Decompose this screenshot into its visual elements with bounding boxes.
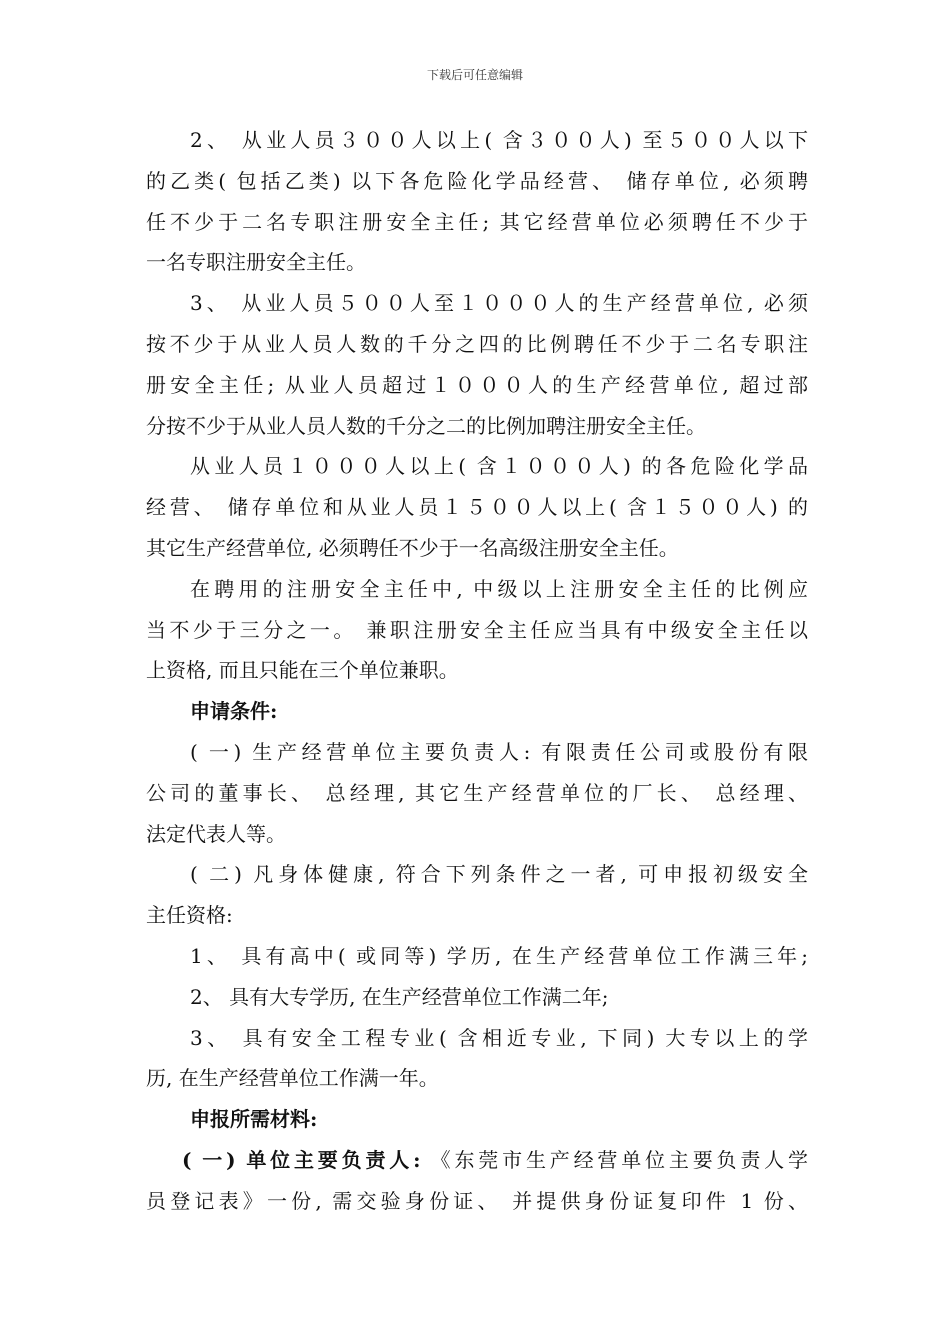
text-line: 册安全主任; 从业人员超过１０００人的生产经营单位, 超过部 xyxy=(146,372,808,397)
text-line: 3、 具有安全工程专业( 含相近专业, 下同) 大专以上的学 xyxy=(190,1025,808,1050)
text-line: 2、 从业人员３００人以上( 含３００人) 至５００人以下 xyxy=(190,128,808,152)
text-line: 经营、 储存单位和从业人员１５００人以上( 含１５００人) 的 xyxy=(146,495,808,520)
text-line: 2、 具有大专学历, 在生产经营单位工作满二年; xyxy=(190,984,609,1009)
text-line: 一名专职注册安全主任。 xyxy=(146,250,366,275)
text-line: 其它生产经营单位, 必须聘任不少于一名高级注册安全主任。 xyxy=(146,535,679,560)
text-line: ( 二) 凡身体健康, 符合下列条件之一者, 可申报初级安全 xyxy=(190,862,808,887)
text-line: 在聘用的注册安全主任中, 中级以上注册安全主任的比例应 xyxy=(190,576,808,601)
bold-heading: ( 一) 单位主要负责人: xyxy=(182,1147,421,1172)
text-line: 按不少于从业人员人数的千分之四的比例聘任不少于二名专职注 xyxy=(146,331,808,356)
text-line xyxy=(146,1140,808,1181)
text-line: 1、 具有高中( 或同等) 学历, 在生产经营单位工作满三年; xyxy=(190,943,808,968)
text-line: 法定代表人等。 xyxy=(146,821,286,846)
text-line: 当不少于三分之一。 兼职注册安全主任应当具有中级安全主任以 xyxy=(146,617,808,642)
line-text: 《东莞市生产经营单位主要负责人学 xyxy=(420,1147,808,1172)
text-line: 员登记表》一份, 需交验身份证、 并提供身份证复印件 1 份、 xyxy=(146,1188,808,1213)
document-body xyxy=(146,120,808,1222)
text-line: 分按不少于从业人员人数的千分之二的比例加聘注册安全主任。 xyxy=(146,413,706,438)
text-line: 上资格, 而且只能在三个单位兼职。 xyxy=(146,658,459,683)
text-line: 从业人员１０００人以上( 含１０００人) 的各危险化学品 xyxy=(190,454,808,479)
text-line: 历, 在生产经营单位工作满一年。 xyxy=(146,1066,439,1091)
text-line: 申报所需材料: xyxy=(190,1107,318,1132)
text-line: 3、 从业人员５００人至１０００人的生产经营单位, 必须 xyxy=(190,291,808,316)
text-line: ( 一) 生产经营单位主要负责人: 有限责任公司或股份有限 xyxy=(190,739,808,764)
text-line: 申请条件: xyxy=(190,699,278,724)
text-line: 公司的董事长、 总经理, 其它生产经营单位的厂长、 总经理、 xyxy=(146,780,808,805)
text-line: 任不少于二名专职注册安全主任; 其它经营单位必须聘任不少于 xyxy=(146,209,808,234)
page-header: 下载后可任意编辑 xyxy=(426,68,523,82)
text-line: 的乙类( 包括乙类) 以下各危险化学品经营、 储存单位, 必须聘 xyxy=(146,168,808,193)
text-line: 主任资格: xyxy=(146,903,233,928)
